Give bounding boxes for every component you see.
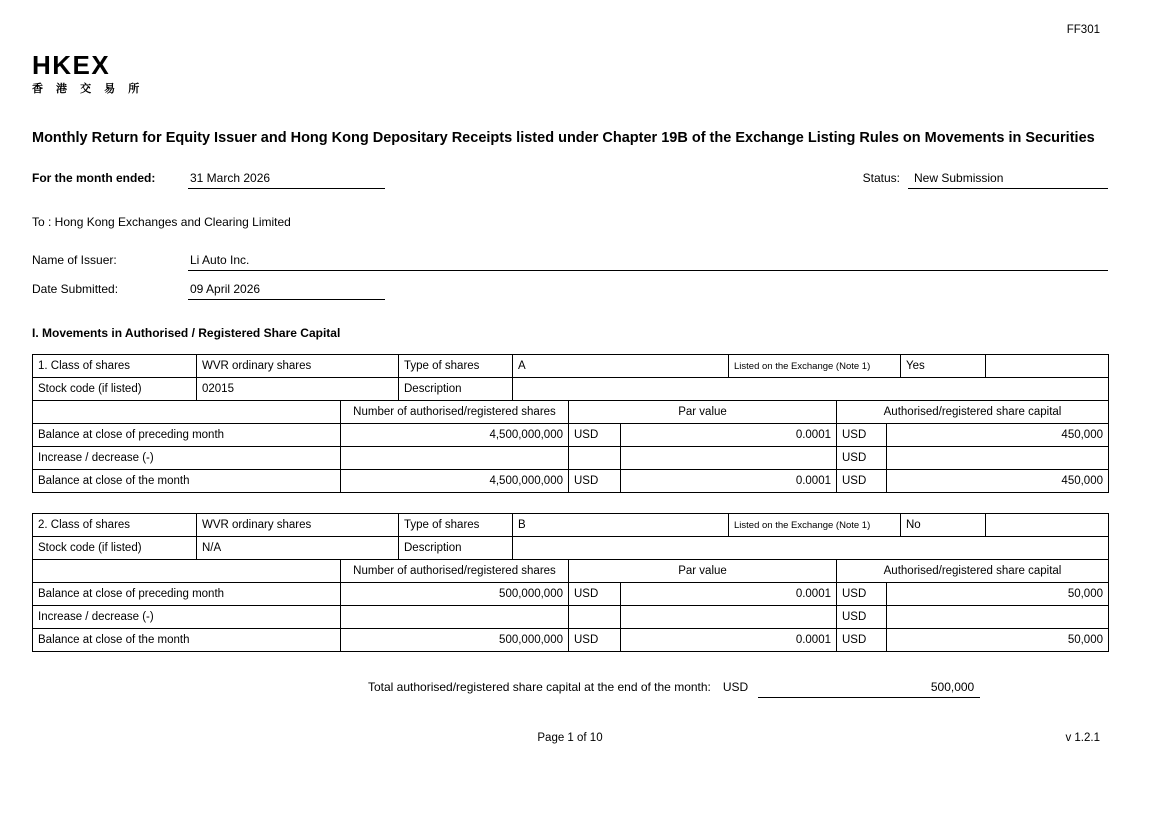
share-class-1-header-table bbox=[32, 354, 1109, 401]
class-row bbox=[33, 355, 1109, 378]
shares-value: 4,500,000,000 bbox=[341, 470, 569, 493]
description-value bbox=[513, 537, 1109, 560]
stock-code-label: Stock code (if listed) bbox=[33, 537, 197, 560]
capital-currency: USD bbox=[837, 470, 887, 493]
balance-close-row bbox=[33, 629, 1109, 652]
row-label: Balance at close of preceding month bbox=[33, 424, 341, 447]
par-value bbox=[621, 447, 837, 470]
issuer-label: Name of Issuer: bbox=[32, 253, 117, 267]
capital-currency: USD bbox=[837, 583, 887, 606]
stock-code-row bbox=[33, 537, 1109, 560]
section1-heading: I. Movements in Authorised / Registered Share Capital bbox=[32, 326, 341, 340]
balance-preceding-row bbox=[33, 583, 1109, 606]
par-currency bbox=[569, 606, 621, 629]
form-code: FF301 bbox=[1066, 24, 1100, 36]
par-value-column-header: Par value bbox=[569, 401, 837, 424]
stock-code-value: 02015 bbox=[197, 378, 399, 401]
empty-cell bbox=[33, 401, 341, 424]
shares-value bbox=[341, 447, 569, 470]
capital-value bbox=[887, 606, 1109, 629]
type-of-shares-label: Type of shares bbox=[399, 514, 513, 537]
capital-value: 50,000 bbox=[887, 629, 1109, 652]
hkex-logo-wordmark: HKEX bbox=[32, 50, 111, 80]
listed-on-exchange-label: Listed on the Exchange (Note 1) bbox=[729, 355, 901, 378]
par-value: 0.0001 bbox=[621, 424, 837, 447]
listed-on-exchange-label: Listed on the Exchange (Note 1) bbox=[729, 514, 901, 537]
increase-decrease-row bbox=[33, 447, 1109, 470]
balance-preceding-row bbox=[33, 424, 1109, 447]
column-header-row bbox=[33, 401, 1109, 424]
addressee-line: To : Hong Kong Exchanges and Clearing Limited bbox=[32, 215, 291, 229]
share-capital-column-header: Authorised/registered share capital bbox=[837, 401, 1109, 424]
share-capital-column-header: Authorised/registered share capital bbox=[837, 560, 1109, 583]
capital-currency: USD bbox=[837, 424, 887, 447]
hkex-logo bbox=[32, 52, 1108, 96]
month-ended-row bbox=[32, 171, 1108, 189]
description-value bbox=[513, 378, 1109, 401]
page-number: Page 1 of 10 bbox=[537, 732, 603, 744]
stock-code-value: N/A bbox=[197, 537, 399, 560]
type-of-shares-value: B bbox=[513, 514, 729, 537]
listed-on-exchange-value: No bbox=[901, 514, 986, 537]
share-class-table-1 bbox=[32, 354, 1108, 493]
par-value bbox=[621, 606, 837, 629]
balance-close-row bbox=[33, 470, 1109, 493]
stock-code-label: Stock code (if listed) bbox=[33, 378, 197, 401]
date-submitted-row bbox=[32, 282, 1108, 300]
capital-currency: USD bbox=[837, 629, 887, 652]
shares-value bbox=[341, 606, 569, 629]
month-ended-label: For the month ended: bbox=[32, 171, 156, 185]
shares-value: 500,000,000 bbox=[341, 583, 569, 606]
type-of-shares-label: Type of shares bbox=[399, 355, 513, 378]
share-class-1-movements-table bbox=[32, 400, 1109, 493]
column-header-row bbox=[33, 560, 1109, 583]
shares-column-header: Number of authorised/registered shares bbox=[341, 560, 569, 583]
form-version: v 1.2.1 bbox=[1065, 732, 1100, 744]
stock-code-row bbox=[33, 378, 1109, 401]
share-class-2-header-table bbox=[32, 513, 1109, 560]
par-currency: USD bbox=[569, 424, 621, 447]
ff301-page bbox=[32, 0, 1108, 748]
issuer-value: Li Auto Inc. bbox=[188, 253, 1108, 271]
par-value-column-header: Par value bbox=[569, 560, 837, 583]
par-currency: USD bbox=[569, 470, 621, 493]
total-share-capital-label: Total authorised/registered share capital at the end of the month: bbox=[368, 680, 711, 694]
total-share-capital-row bbox=[32, 680, 1108, 698]
empty-cell bbox=[986, 514, 1109, 537]
par-value: 0.0001 bbox=[621, 583, 837, 606]
capital-value: 450,000 bbox=[887, 424, 1109, 447]
capital-currency: USD bbox=[837, 447, 887, 470]
shares-value: 500,000,000 bbox=[341, 629, 569, 652]
capital-value bbox=[887, 447, 1109, 470]
row-label: Balance at close of the month bbox=[33, 629, 341, 652]
status-label: Status: bbox=[862, 171, 900, 185]
class-of-shares-value: WVR ordinary shares bbox=[197, 514, 399, 537]
month-ended-value: 31 March 2026 bbox=[188, 171, 385, 189]
page-footer bbox=[32, 732, 1108, 748]
capital-value: 50,000 bbox=[887, 583, 1109, 606]
class-of-shares-label: 1. Class of shares bbox=[33, 355, 197, 378]
par-value: 0.0001 bbox=[621, 629, 837, 652]
class-row bbox=[33, 514, 1109, 537]
capital-value: 450,000 bbox=[887, 470, 1109, 493]
empty-cell bbox=[33, 560, 341, 583]
date-submitted-label: Date Submitted: bbox=[32, 282, 119, 296]
par-value: 0.0001 bbox=[621, 470, 837, 493]
type-of-shares-value: A bbox=[513, 355, 729, 378]
status-value: New Submission bbox=[908, 171, 1108, 189]
description-label: Description bbox=[399, 378, 513, 401]
date-submitted-value: 09 April 2026 bbox=[188, 282, 385, 300]
row-label: Increase / decrease (-) bbox=[33, 447, 341, 470]
par-currency: USD bbox=[569, 583, 621, 606]
description-label: Description bbox=[399, 537, 513, 560]
class-of-shares-value: WVR ordinary shares bbox=[197, 355, 399, 378]
increase-decrease-row bbox=[33, 606, 1109, 629]
class-of-shares-label: 2. Class of shares bbox=[33, 514, 197, 537]
par-currency bbox=[569, 447, 621, 470]
share-class-table-2 bbox=[32, 513, 1108, 652]
empty-cell bbox=[986, 355, 1109, 378]
listed-on-exchange-value: Yes bbox=[901, 355, 986, 378]
row-label: Balance at close of preceding month bbox=[33, 583, 341, 606]
issuer-row bbox=[32, 253, 1108, 271]
hkex-logo-chinese: 香 港 交 易 所 bbox=[32, 83, 145, 95]
par-currency: USD bbox=[569, 629, 621, 652]
shares-value: 4,500,000,000 bbox=[341, 424, 569, 447]
row-label: Balance at close of the month bbox=[33, 470, 341, 493]
capital-currency: USD bbox=[837, 606, 887, 629]
total-share-capital-value: 500,000 bbox=[758, 680, 980, 698]
shares-column-header: Number of authorised/registered shares bbox=[341, 401, 569, 424]
share-class-2-movements-table bbox=[32, 559, 1109, 652]
form-title: Monthly Return for Equity Issuer and Hong Kong Depositary Receipts listed under Chapter 19B of the Exchange Listing Rules on Movements in Securities bbox=[32, 130, 1095, 146]
row-label: Increase / decrease (-) bbox=[33, 606, 341, 629]
total-currency: USD bbox=[722, 680, 749, 694]
